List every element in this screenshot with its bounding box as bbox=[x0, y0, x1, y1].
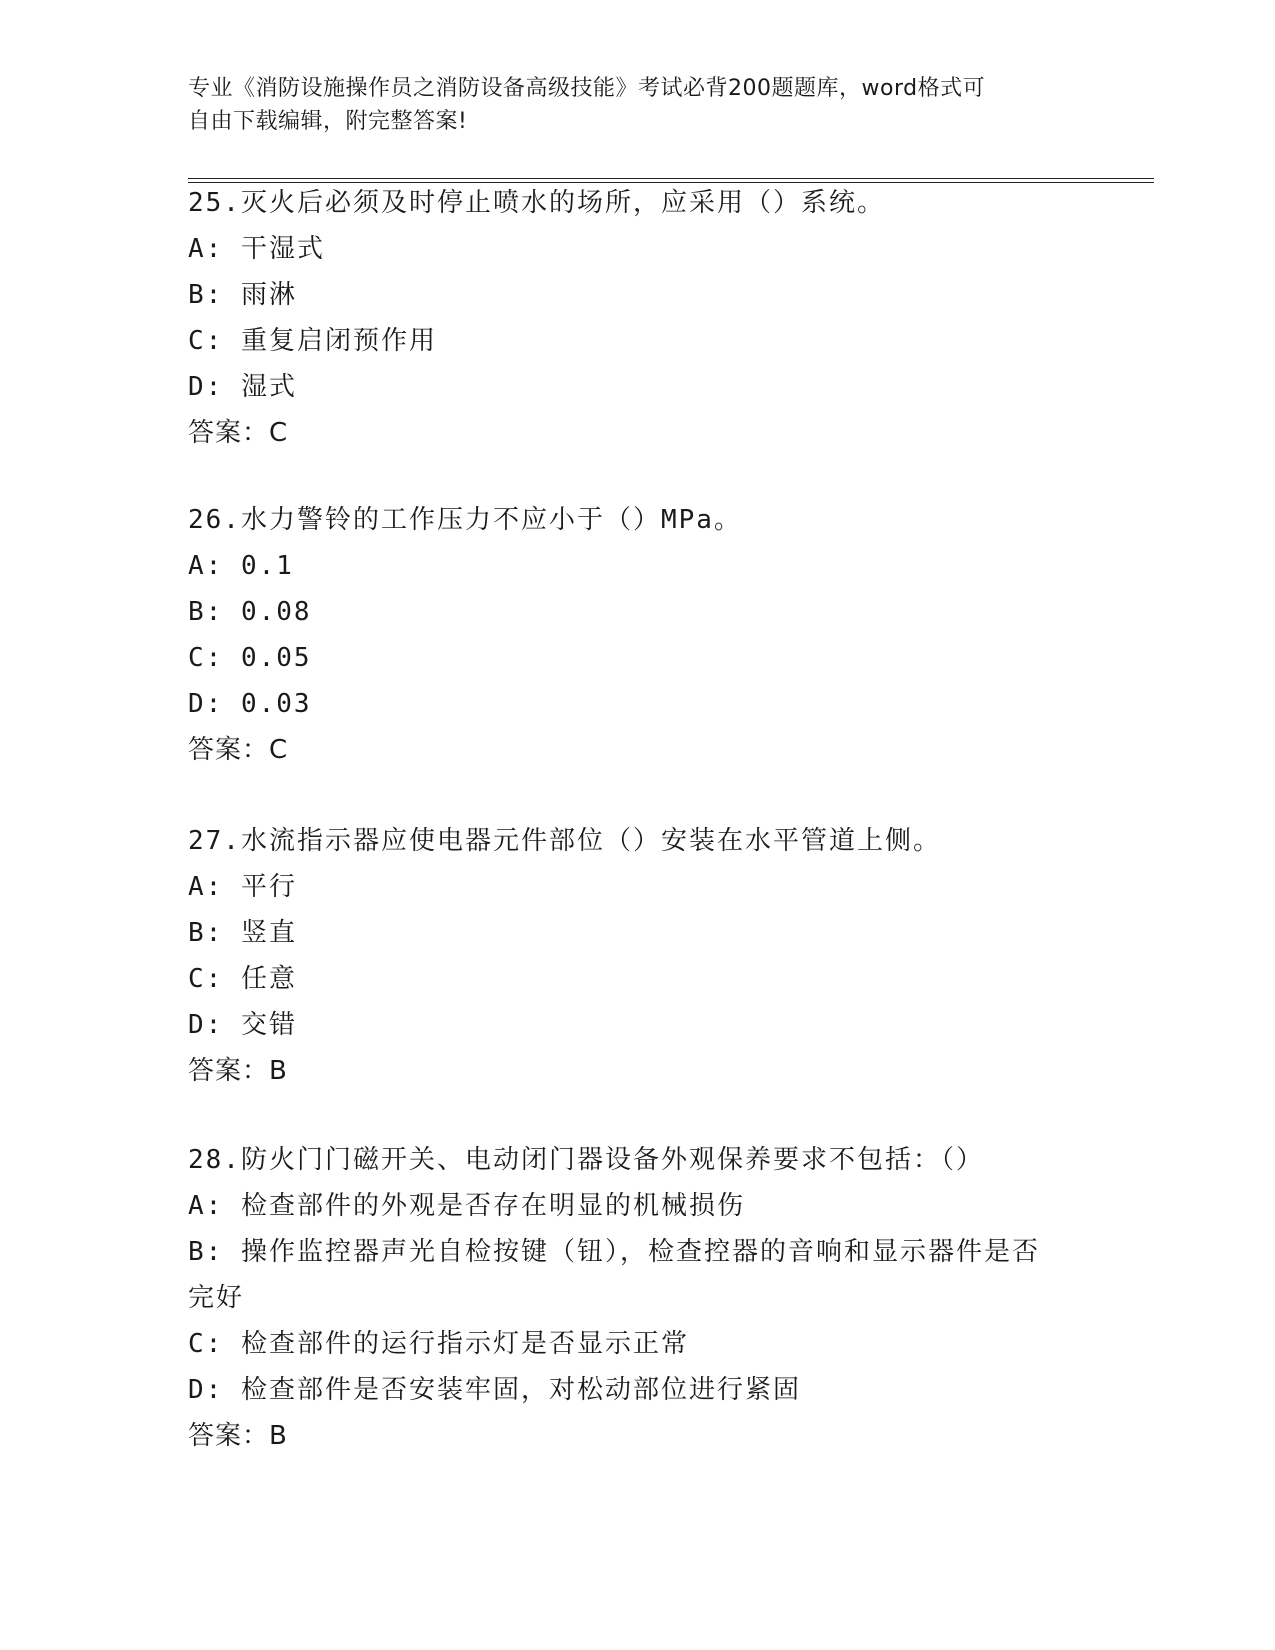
answer-line: 答案：B bbox=[188, 1421, 288, 1451]
question-stem: 25.灭火后必须及时停止喷水的场所，应采用（）系统。 bbox=[188, 188, 885, 218]
question-27 bbox=[188, 818, 1088, 1094]
option-c: C: 0.05 bbox=[188, 643, 312, 673]
option-c: C: 检查部件的运行指示灯是否显示正常 bbox=[188, 1329, 689, 1359]
document-header bbox=[188, 72, 1068, 138]
option-d: D: 交错 bbox=[188, 1010, 297, 1040]
answer-line: 答案：C bbox=[188, 735, 289, 765]
question-25 bbox=[188, 180, 1088, 456]
question-stem: 26.水力警铃的工作压力不应小于（）MPa。 bbox=[188, 505, 742, 535]
option-c: C: 任意 bbox=[188, 964, 297, 994]
option-a: A: 平行 bbox=[188, 872, 297, 902]
header-line-1: 专业《消防设施操作员之消防设备高级技能》考试必背200题题库，word格式可 bbox=[188, 76, 986, 101]
option-a: A: 干湿式 bbox=[188, 234, 325, 264]
option-a: A: 检查部件的外观是否存在明显的机械损伤 bbox=[188, 1191, 745, 1221]
question-28 bbox=[188, 1137, 1088, 1459]
option-c: C: 重复启闭预作用 bbox=[188, 326, 437, 356]
answer-line: 答案：C bbox=[188, 418, 289, 448]
option-d: D: 0.03 bbox=[188, 689, 312, 719]
option-b: B: 0.08 bbox=[188, 597, 312, 627]
question-stem: 27.水流指示器应使电器元件部位（）安装在水平管道上侧。 bbox=[188, 826, 941, 856]
header-line-2: 自由下载编辑，附完整答案! bbox=[188, 109, 468, 134]
option-a: A: 0.1 bbox=[188, 551, 294, 581]
question-stem: 28.防火门门磁开关、电动闭门器设备外观保养要求不包括：（） bbox=[188, 1145, 984, 1175]
answer-line: 答案：B bbox=[188, 1056, 288, 1086]
option-b: B: 竖直 bbox=[188, 918, 297, 948]
question-26 bbox=[188, 497, 1088, 773]
option-b: B: 操作监控器声光自检按键（钮），检查控器的音响和显示器件是否完好 bbox=[188, 1237, 1040, 1313]
option-d: D: 检查部件是否安装牢固，对松动部位进行紧固 bbox=[188, 1375, 801, 1405]
option-b: B: 雨淋 bbox=[188, 280, 297, 310]
option-d: D: 湿式 bbox=[188, 372, 297, 402]
